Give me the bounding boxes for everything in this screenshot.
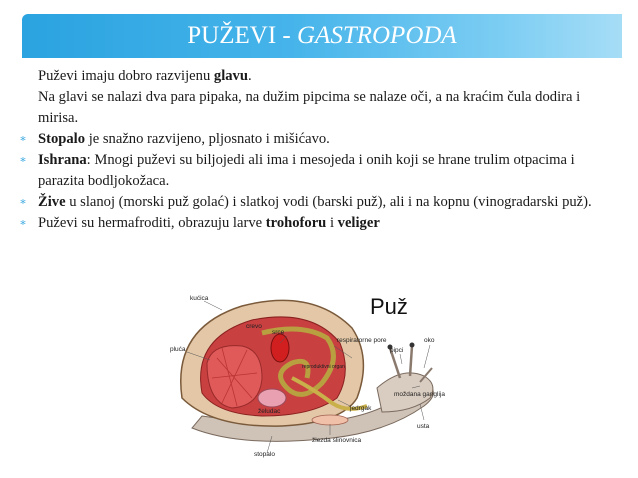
bullet-item: [14, 129, 614, 150]
bullet-bold: Žive: [38, 194, 66, 210]
bullet-text: Puževi imaju dobro razvijenu: [38, 68, 214, 84]
bullet-item: [14, 213, 614, 234]
label-crevo: crevo: [246, 323, 262, 330]
label-oko: oko: [424, 337, 435, 344]
bullet-marker: ∗: [19, 196, 27, 208]
figure-heading: Puž: [370, 294, 408, 319]
bullet-item: [14, 87, 614, 129]
bullet-bold: trohoforu: [265, 215, 327, 231]
bullet-text: Puževi su hermafroditi, obrazuju larve: [38, 215, 266, 231]
title-main: PUŽEVI -: [187, 22, 297, 49]
label-usta: usta: [417, 423, 430, 430]
label-mozdana-ganglija: moždana ganglija: [394, 391, 445, 398]
bullet-bold: Stopalo: [38, 131, 86, 147]
label-reproduktivni-organ: reproduktivni organ: [302, 364, 345, 370]
bullet-text: u slanoj (morski puž golać) i slatkoj vodi (barski puž), ali i na kopnu (vinogradarski puž).: [65, 194, 592, 210]
bullet-bold: veliger: [337, 215, 380, 231]
bullet-text: i: [326, 215, 338, 231]
snail-anatomy-figure: [162, 288, 452, 458]
bullet-item: [14, 66, 614, 87]
bullet-marker: ∗: [19, 133, 27, 145]
label-srce: srce: [272, 329, 285, 336]
bullet-marker: ∗: [19, 217, 27, 229]
label-zeludac: želudac: [258, 408, 281, 415]
label-kucica: kućica: [190, 295, 209, 302]
heart: [271, 334, 289, 362]
bullet-text: : Mnogi puževi su biljojedi ali ima i mesojeda i onih koji se hrane trulim otpacima i parazita bodljokožaca.: [38, 152, 575, 189]
title-italic: GASTROPODA: [297, 22, 457, 49]
bullet-text: je snažno razvijeno, pljosnato i mišićavo.: [85, 131, 330, 147]
bullet-bold: glavu: [213, 68, 248, 84]
label-pluca: pluća: [170, 346, 186, 353]
bullet-text: Na glavi se nalazi dva para pipaka, na dužim pipcima se nalaze oči, a na kraćim čula dodira i mirisa.: [38, 89, 581, 126]
bullet-item: [14, 192, 614, 213]
slide-title: [22, 14, 622, 58]
label-zlezda-slinovnica: žlezda slinovnica: [312, 437, 362, 444]
eye: [410, 343, 415, 348]
bullet-list: [14, 66, 614, 234]
bullet-marker: ∗: [19, 154, 27, 166]
label-pipci: pipci: [390, 347, 404, 354]
label-stopalo: stopalo: [254, 451, 275, 458]
label-jedrgak: jedrgak: [350, 405, 372, 412]
bullet-bold: Ishrana: [38, 152, 87, 168]
snail-diagram: [162, 288, 452, 458]
tentacle-long: [410, 346, 412, 376]
salivary-gland: [312, 415, 348, 425]
bullet-item: [14, 150, 614, 192]
stomach: [258, 389, 286, 407]
bullet-text: .: [247, 68, 252, 84]
label-respiratorne-pore: respiratorne pore: [337, 337, 387, 344]
bullet-marker: [16, 87, 30, 108]
bullet-marker: [16, 66, 30, 87]
